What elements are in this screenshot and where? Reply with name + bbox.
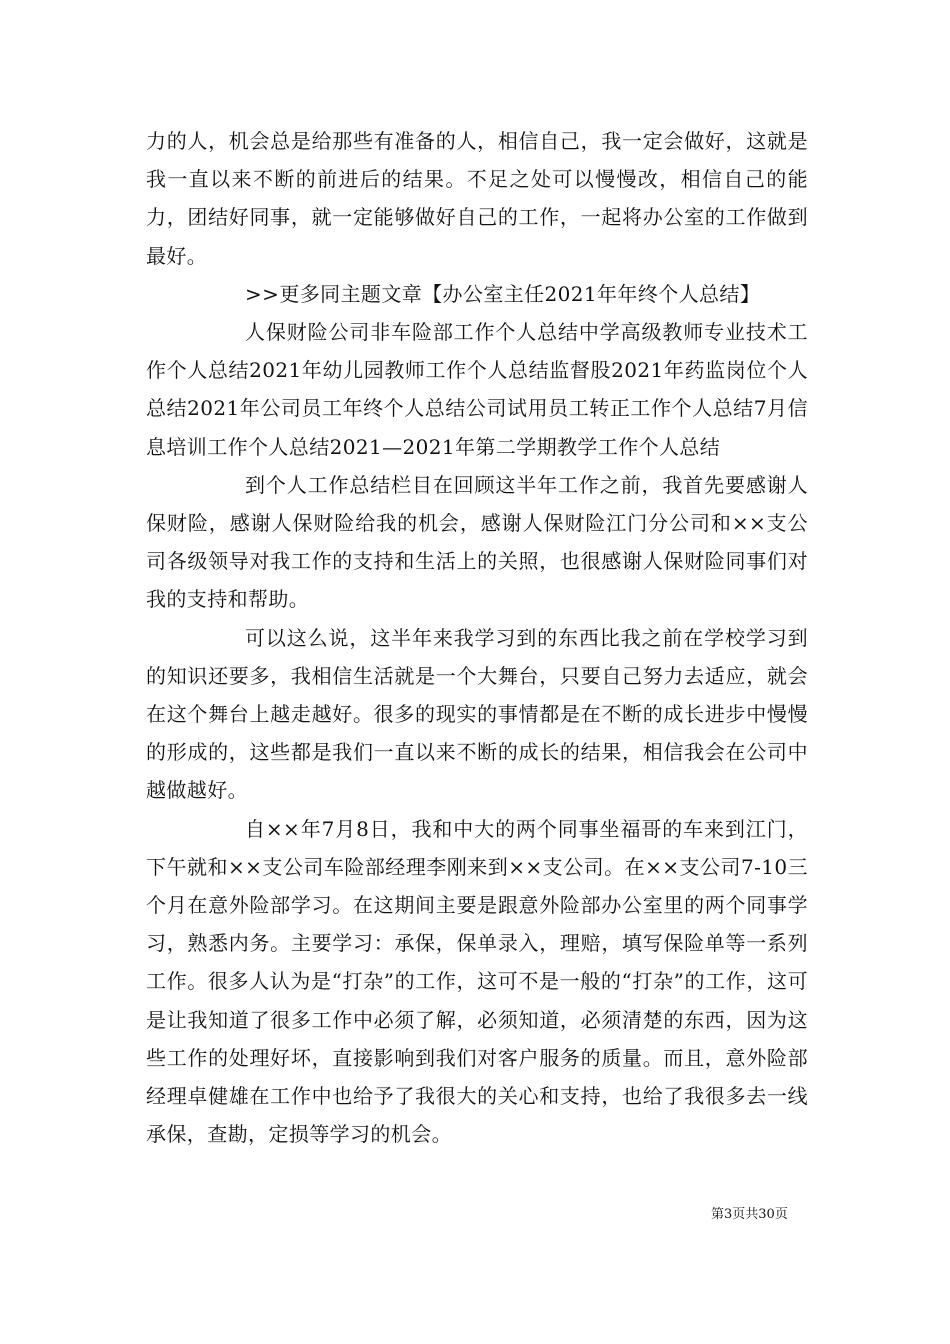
related-articles-link[interactable]: >>更多同主题文章【办公室主任2021年年终个人总结】 (245, 281, 761, 306)
paragraph-learning: 可以这么说，这半年来我学习到的东西比我之前在学校学习到的知识还要多，我相信生活就是一个大舞台，只要自己努力去适应，就会在这个舞台上越走越好。很多的现实的事情都是在不断的成长进步中慢慢的形成的，这些都是我们一直以来不断的成长的结果，相信我会在公司中越做越好。 (146, 625, 808, 803)
page-number: 第3页共30页 (711, 1207, 788, 1222)
document-body (146, 122, 808, 1153)
paragraph-thanks: 到个人工作总结栏目在回顾这半年工作之前，我首先要感谢人保财险，感谢人保财险给我的机会，感谢人保财险江门分公司和××支公司各级领导对我工作的支持和生活上的关照，也很感谢人保财险同事们对我的支持和帮助。 (146, 472, 808, 612)
related-articles-list: 人保财险公司非车险部工作个人总结中学高级教师专业技术工作个人总结2021年幼儿园教师工作个人总结监督股2021年药监岗位个人总结2021年公司员工年终个人总结公司试用员工转正工作个人总结7月信息培训工作个人总结2021—2021年第二学期教学工作个人总结 (146, 320, 808, 459)
paragraph-continuation: 力的人，机会总是给那些有准备的人，相信自己，我一定会做好，这就是我一直以来不断的前进后的结果。不足之处可以慢慢改，相信自己的能力，团结好同事，就一定能够做好自己的工作，一起将办公室的工作做到最好。 (146, 129, 808, 268)
paragraph-experience: 自××年7月8日，我和中大的两个同事坐福哥的车来到江门，下午就和××支公司车险部经理李刚来到××支公司。在××支公司7-10三个月在意外险部学习。在这期间主要是跟意外险部办公室里的两个同事学习，熟悉内务。主要学习：承保，保单录入，理赔，填写保险单等一系列工作。很多人认为是“打杂”的工作，这可不是一般的“打杂”的工作，这可是让我知道了很多工作中必须了解，必须知道，必须清楚的东西，因为这些工作的处理好坏，直接影响到我们对客户服务的质量。而且，意外险部经理卓健雄在工作中也给予了我很大的关心和支持，也给了我很多去一线承保，查勘，定损等学习的机会。 (146, 816, 808, 1147)
